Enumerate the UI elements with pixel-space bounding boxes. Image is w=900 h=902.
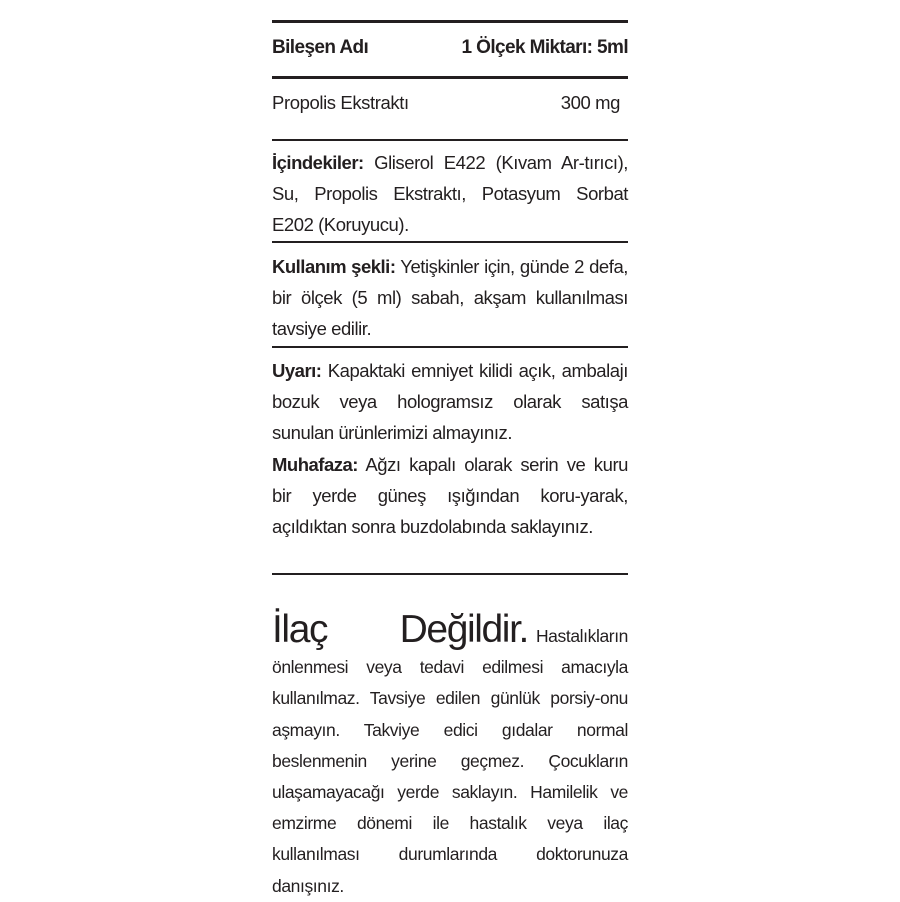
usage-label: Kullanım şekli:	[272, 256, 396, 277]
top-rule	[272, 20, 628, 23]
storage-rule	[272, 573, 628, 575]
storage-section	[272, 449, 628, 542]
supplement-label	[272, 20, 628, 900]
warning-label: Uyarı:	[272, 360, 322, 381]
storage-text: Ağzı kapalı olarak serin ve kuru bir yerde güneş ışığından koru-yarak, açıldıktan sonra buzdolabında saklayınız.	[272, 454, 628, 537]
contents-section	[272, 147, 628, 240]
header-rule	[272, 76, 628, 79]
table-header	[272, 37, 628, 59]
ingredient-name-header: Bileşen Adı	[272, 37, 369, 58]
usage-section	[272, 251, 628, 344]
ingredient-row	[272, 92, 620, 114]
contents-label: İçindekiler:	[272, 152, 364, 173]
ingredient-amount: 300 mg	[560, 92, 620, 113]
storage-label: Muhafaza:	[272, 454, 358, 475]
usage-rule	[272, 346, 628, 348]
contents-text: Gliserol E422 (Kıvam Ar-tırıcı), Su, Propolis Ekstraktı, Potasyum Sorbat E202 (Koruyucu).	[272, 152, 628, 235]
not-medicine-title: İlaç Değildir.	[272, 608, 528, 651]
ingredient-name: Propolis Ekstraktı	[272, 92, 409, 113]
not-medicine-text: Hastalıkların önlenmesi veya tedavi edilmesi amacıyla kullanılmaz. Tavsiye edilen günlük porsiy-onu aşmayın. Takviye edici gıdalar normal beslenmenin yerine geçmez. Çocukların ulaşamayacağı yerde saklayın. Hamilelik ve emzirme dönemi ile hastalık veya ilaç kullanılması durumlarında doktorunuza danışınız.	[272, 626, 628, 896]
warning-section	[272, 355, 628, 448]
not-medicine-section	[272, 610, 628, 902]
ingredient-rule	[272, 139, 628, 141]
usage-text: Yetişkinler için, günde 2 defa, bir ölçek (5 ml) sabah, akşam kullanılması tavsiye edilir.	[272, 256, 628, 339]
warning-text: Kapaktaki emniyet kilidi açık, ambalajı bozuk veya hologramsız olarak satışa sunulan ürünlerimizi almayınız.	[272, 360, 628, 443]
amount-header: 1 Ölçek Miktarı: 5ml	[461, 37, 628, 58]
contents-rule	[272, 241, 628, 243]
